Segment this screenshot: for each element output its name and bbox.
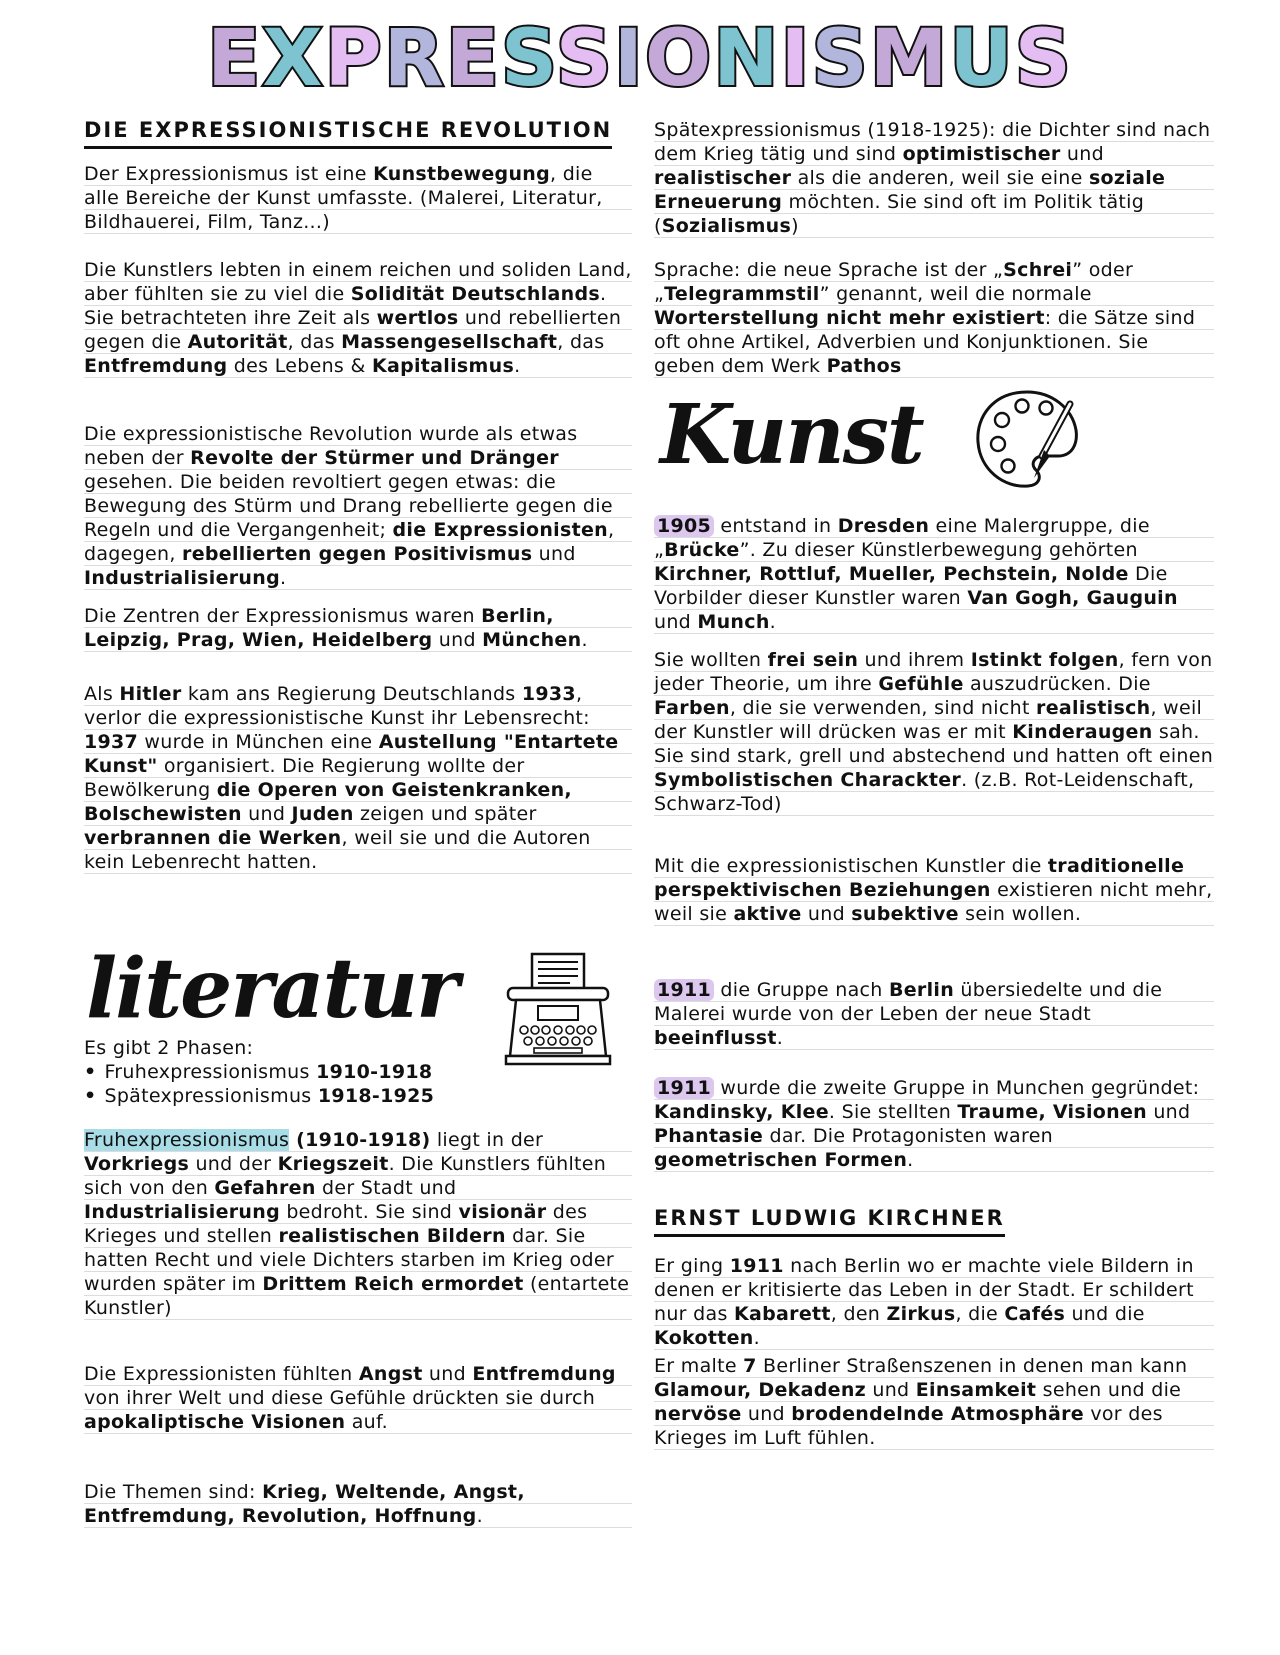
keyword: Krieg, Weltende, Angst, Entfremdung, Revolution, Hoffnung <box>84 1481 525 1527</box>
text: . <box>476 1505 483 1527</box>
phase-name: Spätexpressionismus <box>104 1085 312 1107</box>
title-letter: S <box>811 14 870 104</box>
keyword: Kriegszeit <box>277 1153 389 1175</box>
keyword: Kandinsky, Klee <box>654 1101 829 1123</box>
text: und <box>1146 1101 1191 1123</box>
keyword: Einsamkeit <box>915 1379 1037 1401</box>
text: kam ans Regierung Deutschlands <box>181 683 522 705</box>
keyword: Van Gogh, Gauguin <box>967 587 1178 609</box>
right-column <box>654 118 1214 1538</box>
title-letter: M <box>869 14 950 104</box>
text: . <box>776 1027 784 1049</box>
keyword: 1937 <box>84 731 139 753</box>
phases-list-block <box>84 1036 632 1108</box>
keyword: Brücke <box>664 539 740 561</box>
keyword: 1905 <box>657 515 712 537</box>
keyword: Angst <box>358 1363 423 1385</box>
text: . Die Kunstlers fühlten sich von den <box>84 1153 607 1199</box>
text: sehen und die <box>1036 1379 1182 1401</box>
keyword: geometrischen Formen <box>654 1149 908 1171</box>
keyword: Kunstbewegung <box>373 163 551 185</box>
keyword: die Operen von Geistenkranken, Bolschewisten <box>84 779 572 825</box>
keyword: Dresden <box>837 515 930 537</box>
keyword: Berlin <box>888 979 955 1001</box>
keyword: Kirchner, Rottluf, Mueller, Pechstein, Nolde <box>654 563 1129 585</box>
text: . Sie stellten <box>828 1101 958 1123</box>
keyword: aktive <box>733 903 802 925</box>
text: die Gruppe nach <box>714 979 889 1001</box>
title-letter: E <box>445 14 502 104</box>
keyword: Gefühle <box>878 673 964 695</box>
text: Die Zentren der Expressionismus waren <box>84 605 482 627</box>
keyword: Industrialisierung <box>84 1201 280 1223</box>
text: als die anderen, weil sie eine <box>791 167 1089 189</box>
keyword: 1911 <box>657 979 712 1001</box>
text: und <box>654 611 698 633</box>
keyword: 1911 <box>729 1255 784 1277</box>
title-letter: I <box>780 14 812 104</box>
text: ) <box>791 215 799 237</box>
palette-icon <box>972 386 1084 494</box>
title-letter: O <box>644 14 714 104</box>
keyword: realistisch <box>1036 697 1151 719</box>
text: möchten. Sie sind oft im Politik tätig ( <box>654 191 1145 237</box>
paragraph-berlin <box>654 978 1214 1050</box>
text: , die alle Bereiche der Kunst umfasste. (Malerei, Literatur, Bildhauerei, Film, Tanz...) <box>84 163 603 233</box>
title-letter: S <box>1014 14 1073 104</box>
text: Er malte <box>654 1355 744 1377</box>
paragraph-munchen <box>654 1076 1214 1172</box>
paragraph-spatexpressionismus <box>654 118 1214 238</box>
paragraph-brucke <box>654 514 1214 634</box>
text: , weil der Kunstler will drücken was er mit <box>654 697 1203 743</box>
keyword: Sozialismus <box>661 215 792 237</box>
paragraph-hitler <box>84 682 632 874</box>
text: und <box>532 543 576 565</box>
keyword: soziale Erneuerung <box>654 167 1166 213</box>
keyword: Austellung "Entartete Kunst" <box>84 731 619 777</box>
text: ”. Zu dieser Künstlerbewegung gehörten <box>739 539 1138 561</box>
keyword: nervöse <box>654 1403 742 1425</box>
keyword: Istinkt folgen <box>970 649 1119 671</box>
paragraph-kirchner-strassen <box>654 1354 1214 1450</box>
left-column <box>84 118 632 1527</box>
keyword: (1910-1918) <box>289 1129 431 1151</box>
keyword: Hitler <box>119 683 182 705</box>
text: . <box>279 567 287 589</box>
keyword: realistischen Bildern <box>278 1225 506 1247</box>
text: , die sie verwenden, sind nicht <box>729 697 1037 719</box>
text: existieren nicht mehr, weil sie <box>654 879 1213 925</box>
text: . <box>753 1327 760 1349</box>
keyword: Kokotten <box>654 1327 754 1349</box>
keyword: die Expressionisten <box>392 519 608 541</box>
keyword: brodendelnde Atmosphäre <box>791 1403 1084 1425</box>
keyword: Autorität <box>187 331 288 353</box>
text: Er ging <box>654 1255 730 1277</box>
text: Die expressionistische Revolution wurde als etwas neben der <box>84 423 578 469</box>
text: ” genannt, weil die normale <box>819 283 1092 305</box>
text: der Stadt und <box>315 1177 457 1199</box>
title-letter: U <box>949 14 1015 104</box>
text: Sprache: die neue Sprache ist der „ <box>654 259 1004 281</box>
highlight: Fruhexpressionismus <box>84 1129 290 1151</box>
text: übersiedelte und die Malerei wurde von der Leben der neue Stadt <box>654 979 1163 1025</box>
text: Die Kunstlers lebten in einem reichen und soliden Land, aber fühlten sie zu viel die <box>84 259 632 305</box>
keyword: 1911 <box>657 1077 712 1099</box>
paragraph-fruhexpressionismus <box>84 1128 632 1320</box>
text: liegt in der <box>430 1129 544 1151</box>
paragraph-kirchner-berlin <box>654 1254 1214 1350</box>
text: , dagegen, <box>84 519 615 565</box>
text: wurde in München eine <box>138 731 379 753</box>
keyword: Phantasie <box>654 1125 764 1147</box>
text: entstand in <box>714 515 838 537</box>
text: zeigen und später <box>353 803 537 825</box>
keyword: traditionelle perspektivischen Beziehungen <box>654 855 1185 901</box>
title-letter: I <box>613 14 645 104</box>
keyword: Munch <box>697 611 770 633</box>
keyword: beeinflusst <box>654 1027 777 1049</box>
text: Als <box>84 683 120 705</box>
text: dar. Sie hatten Recht und viele Dichters starben im Krieg oder wurden später im <box>84 1225 614 1295</box>
keyword: Entfremdung <box>84 355 228 377</box>
keyword: visionär <box>458 1201 547 1223</box>
paragraph-society <box>84 258 632 378</box>
keyword: Vorkriegs <box>84 1153 190 1175</box>
section-heading-revolution: DIE EXPRESSIONISTISCHE REVOLUTION <box>84 118 612 149</box>
text: auszudrücken. Die <box>963 673 1151 695</box>
phases-list <box>84 1060 632 1108</box>
text: wurde die zweite Gruppe in Munchen gegründet: <box>714 1077 1200 1099</box>
keyword: Symbolistischen Charackter <box>654 769 962 791</box>
text: von ihrer Welt und diese Gefühle drückten sie durch <box>84 1387 596 1409</box>
text: des Lebens & <box>227 355 372 377</box>
text: : die Sätze sind oft ohne Artikel, Adverbien und Konjunktionen. Sie geben dem Werk <box>654 307 1196 377</box>
text: des Krieges und stellen <box>84 1201 588 1247</box>
keyword: Glamour, Dekadenz <box>654 1379 867 1401</box>
keyword: 1933 <box>521 683 576 705</box>
text: . <box>769 611 776 633</box>
title-letter: X <box>262 14 325 104</box>
text: , das <box>557 331 605 353</box>
paragraph-sprache <box>654 258 1214 378</box>
text: nach Berlin wo er machte viele Bildern in denen er kritisierte das Leben in der Stadt. Er schildert nur das <box>654 1255 1194 1325</box>
literatur-title: literatur <box>86 941 458 1037</box>
text: vor des Krieges im Luft fühlen. <box>654 1403 1163 1449</box>
keyword: verbrannen die Werken <box>84 827 342 849</box>
phase-years: 1910-1918 <box>316 1061 433 1083</box>
paragraph-intro <box>84 162 632 234</box>
text: . Sie betrachteten ihre Zeit als <box>84 283 607 329</box>
paragraph-themen <box>84 1480 632 1528</box>
text: und die <box>1065 1303 1145 1325</box>
keyword: wertlos <box>376 307 459 329</box>
highlight <box>654 515 714 537</box>
keyword: Farben <box>654 697 730 719</box>
page-title <box>0 14 1280 104</box>
text: und <box>432 629 483 651</box>
text: . <box>514 355 521 377</box>
list-item <box>84 1060 632 1084</box>
text: , das <box>287 331 342 353</box>
text: Die Expressionisten fühlten <box>84 1363 359 1385</box>
paragraph-angst <box>84 1362 632 1434</box>
text: , weil sie und die Autoren kein Lebenrecht hatten. <box>84 827 591 873</box>
phase-name: Fruhexpressionismus <box>104 1061 310 1083</box>
keyword: Kinderaugen <box>1012 721 1153 743</box>
keyword: rebellierten gegen Positivismus <box>182 543 533 565</box>
keyword: Cafés <box>1004 1303 1066 1325</box>
keyword: Worterstellung nicht mehr existiert <box>654 307 1045 329</box>
keyword: Zirkus <box>886 1303 956 1325</box>
text: ” oder „ <box>654 259 1134 305</box>
text: auf. <box>345 1411 388 1433</box>
keyword: München <box>482 629 582 651</box>
title-letter: N <box>713 14 781 104</box>
text: und <box>741 1403 792 1425</box>
text: . (z.B. Rot-Leidenschaft, Schwarz-Tod) <box>654 769 1195 815</box>
keyword: Schrei <box>1003 259 1073 281</box>
text: , verlor die expressionistische Kunst ihr Lebensrecht: <box>84 683 590 729</box>
keyword: Telegrammstil <box>664 283 820 305</box>
title-letter: S <box>555 14 614 104</box>
text: , fern von jeder Theorie, um ihre <box>654 649 1213 695</box>
keyword: Juden <box>291 803 354 825</box>
text: sah. Sie sind stark, grell und abstechend und hatten oft einen <box>654 721 1214 767</box>
keyword: frei sein <box>767 649 859 671</box>
text: und <box>422 1363 473 1385</box>
paragraph-perspektive <box>654 854 1214 926</box>
keyword: Pathos <box>826 355 902 377</box>
text: eine Malergruppe, die „ <box>654 515 1150 561</box>
highlight <box>654 1077 714 1099</box>
highlight <box>654 979 714 1001</box>
title-letter: S <box>501 14 556 104</box>
text: Berliner Straßenszenen in denen man kann <box>756 1355 1188 1377</box>
keyword: Massengesellschaft <box>341 331 558 353</box>
keyword: Kabarett <box>733 1303 831 1325</box>
text: Spätexpressionismus (1918-1925): die Dichter sind nach dem Krieg tätig und sind <box>654 119 1211 165</box>
keyword: Revolte der Stürmer und Dränger <box>190 447 559 469</box>
phases-intro: Es gibt 2 Phasen: <box>84 1037 254 1059</box>
text: und der <box>189 1153 278 1175</box>
paragraph-revolution <box>84 422 632 590</box>
section-heading-kirchner: ERNST LUDWIG KIRCHNER <box>654 1206 1005 1237</box>
keyword: Drittem Reich ermordet <box>262 1273 524 1295</box>
keyword: Gefahren <box>214 1177 316 1199</box>
keyword: Traume, Visionen <box>957 1101 1147 1123</box>
text: gesehen. Die beiden revoltiert gegen etwas: die Bewegung des Stürm und Drang rebellierte gegen die Regeln und die Vergangenheit; <box>84 471 613 541</box>
text: dar. Die Protagonisten waren <box>763 1125 1054 1147</box>
text: Die Themen sind: <box>84 1481 263 1503</box>
keyword: Berlin, Leipzig, Prag, Wien, Heidelberg <box>84 605 554 651</box>
text: , die <box>955 1303 1005 1325</box>
text: organisiert. Die Regierung wollte der Bewölkerung <box>84 755 525 801</box>
keyword: realistischer <box>654 167 792 189</box>
keyword: Industrialisierung <box>84 567 280 589</box>
list-item <box>84 1084 632 1108</box>
text: und <box>801 903 852 925</box>
keyword: apokaliptische Visionen <box>84 1411 346 1433</box>
text: und ihrem <box>858 649 971 671</box>
title-letter: R <box>383 14 446 104</box>
text: sein wollen. <box>958 903 1082 925</box>
text: und <box>1060 143 1104 165</box>
text: Die Vorbilder dieser Kunstler waren <box>654 563 1168 609</box>
text: und <box>241 803 292 825</box>
text: . <box>907 1149 914 1171</box>
title-letter: P <box>324 14 384 104</box>
text: Sie wollten <box>654 649 768 671</box>
text: und <box>866 1379 916 1401</box>
text: . <box>581 629 588 651</box>
keyword: Entfremdung <box>472 1363 616 1385</box>
kunst-title: Kunst <box>660 387 923 483</box>
text: (entartete Kunstler) <box>84 1273 630 1319</box>
phase-years: 1918-1925 <box>317 1085 435 1107</box>
paragraph-centers <box>84 604 632 652</box>
keyword: optimistischer <box>902 143 1061 165</box>
keyword: Solidität Deutschlands <box>350 283 600 305</box>
text: Der Expressionismus ist eine <box>84 163 374 185</box>
text: und rebellierten gegen die <box>84 307 622 353</box>
paragraph-freiheit <box>654 648 1214 816</box>
text: , den <box>830 1303 887 1325</box>
text: bedroht. Sie sind <box>279 1201 459 1223</box>
keyword: Kapitalismus <box>371 355 515 377</box>
keyword: subektive <box>851 903 959 925</box>
text: Mit die expressionistischen Kunstler die <box>654 855 1048 877</box>
title-letter: E <box>207 14 263 104</box>
keyword: 7 <box>743 1355 757 1377</box>
